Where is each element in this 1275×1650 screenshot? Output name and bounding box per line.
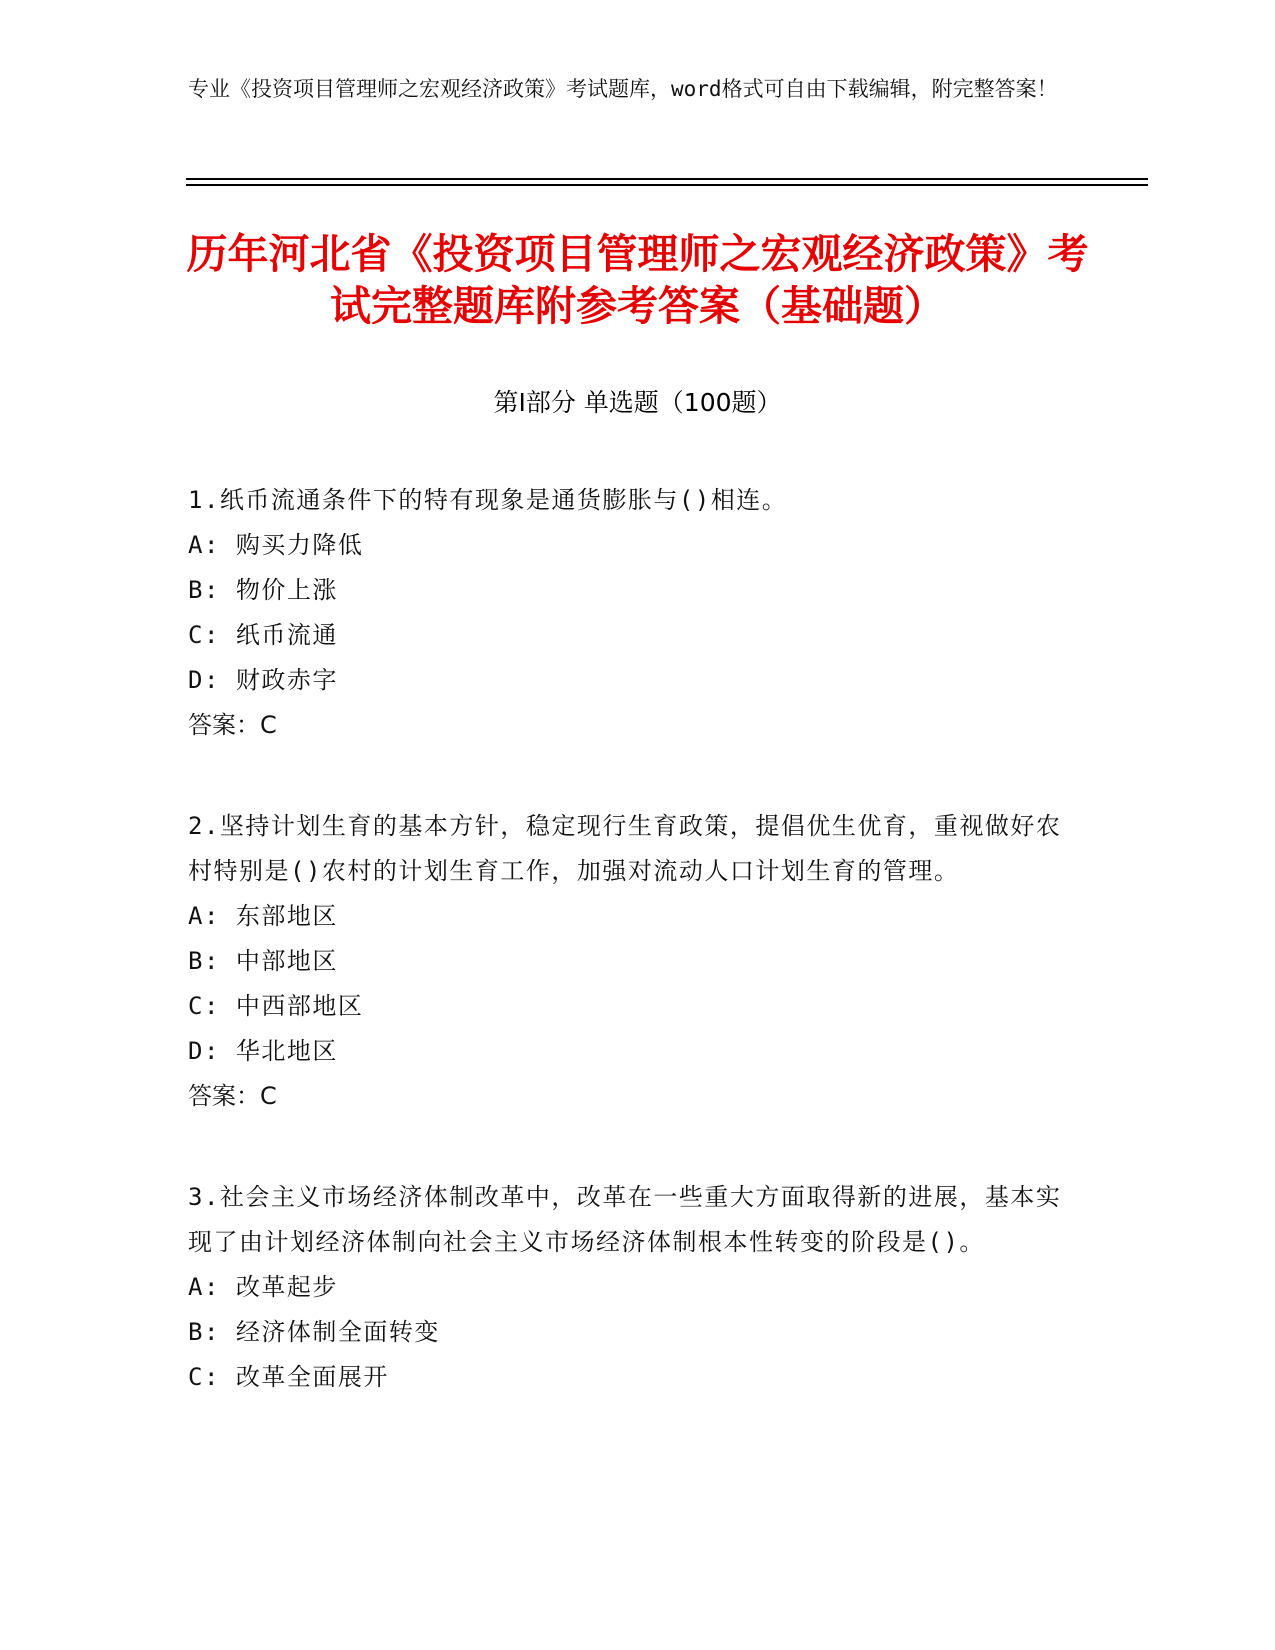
question-2 — [188, 804, 1068, 1119]
document-title: 历年河北省《投资项目管理师之宏观经济政策》考试完整题库附参考答案（基础题） — [186, 230, 1089, 330]
question-1 — [188, 478, 1068, 748]
option-d: D: 华北地区 — [188, 1037, 338, 1065]
header-rule-top — [186, 178, 1148, 180]
answer: 答案：C — [188, 1082, 277, 1110]
option-c: C: 改革全面展开 — [188, 1363, 389, 1391]
question-3 — [188, 1175, 1068, 1400]
option-a: A: 改革起步 — [188, 1273, 338, 1301]
option-d: D: 财政赤字 — [188, 666, 338, 694]
section-heading: 第I部分 单选题（100题） — [493, 388, 782, 417]
option-b: B: 经济体制全面转变 — [188, 1318, 440, 1346]
question-stem: 1.纸币流通条件下的特有现象是通货膨胀与()相连。 — [188, 486, 788, 514]
option-a: A: 东部地区 — [188, 902, 338, 930]
option-c: C: 纸币流通 — [188, 621, 338, 649]
option-a: A: 购买力降低 — [188, 531, 364, 559]
question-list — [188, 478, 1068, 1456]
question-stem: 3.社会主义市场经济体制改革中，改革在一些重大方面取得新的进展，基本实现了由计划经济体制向社会主义市场经济体制根本性转变的阶段是()。 — [188, 1183, 1062, 1256]
question-stem: 2.坚持计划生育的基本方针，稳定现行生育政策，提倡优生优育，重视做好农村特别是()农村的计划生育工作，加强对流动人口计划生育的管理。 — [188, 812, 1062, 885]
header-rule-bottom — [186, 184, 1148, 186]
option-c: C: 中西部地区 — [188, 992, 364, 1020]
header-note: 专业《投资项目管理师之宏观经济政策》考试题库，word格式可自由下载编辑，附完整答案！ — [188, 77, 1058, 101]
option-b: B: 中部地区 — [188, 947, 338, 975]
answer: 答案：C — [188, 711, 277, 739]
option-b: B: 物价上涨 — [188, 576, 338, 604]
